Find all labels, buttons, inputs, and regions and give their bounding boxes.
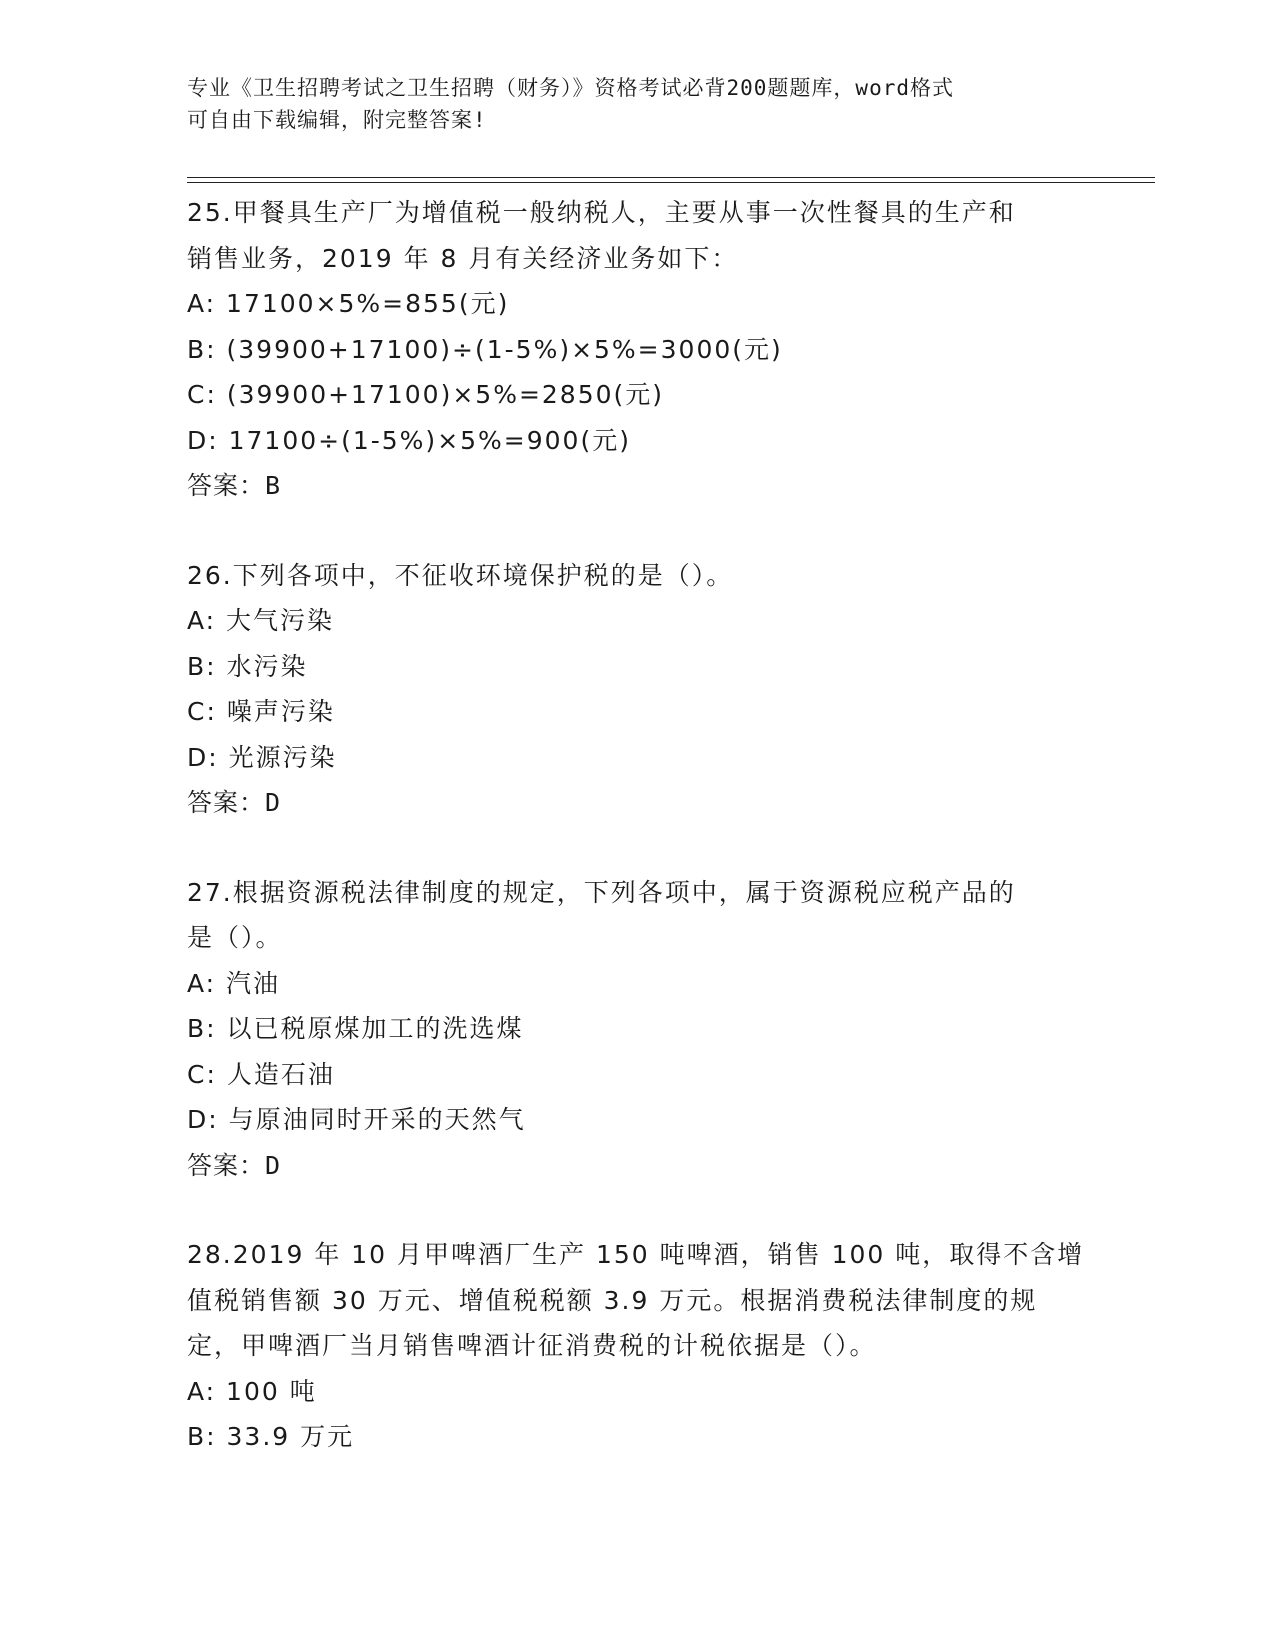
question-stem: 25.甲餐具生产厂为增值税一般纳税人，主要从事一次性餐具的生产和 [187, 198, 1016, 227]
question-stem: 26.下列各项中，不征收环境保护税的是（）。 [187, 560, 734, 590]
option-a: A: 17100×5%=855(元) [187, 289, 510, 318]
question-stem: 是（）。 [187, 923, 283, 952]
option-d: D: 17100÷(1-5%)×5%=900(元) [187, 425, 631, 455]
question-28 [187, 1232, 1087, 1460]
header-line-2: 可自由下载编辑，附完整答案! [187, 108, 487, 132]
option-b: B: 以已税原煤加工的洗选煤 [187, 1014, 524, 1043]
option-c: C: (39900+17100)×5%=2850(元) [187, 380, 665, 409]
question-stem: 值税销售额 30 万元、增值税税额 3.9 万元。根据消费税法律制度的规 [187, 1285, 1038, 1315]
question-stem: 28.2019 年 10 月甲啤酒厂生产 150 吨啤酒，销售 100 吨，取得不含增 [187, 1240, 1085, 1269]
option-c: C: 人造石油 [187, 1059, 335, 1089]
option-c: C: 噪声污染 [187, 697, 335, 726]
question-stem: 定，甲啤酒厂当月销售啤酒计征消费税的计税依据是（）。 [187, 1331, 877, 1360]
question-27 [187, 870, 1087, 1189]
option-d: D: 光源污染 [187, 742, 337, 772]
question-25 [187, 190, 1087, 509]
question-26 [187, 553, 1087, 826]
question-stem: 27.根据资源税法律制度的规定，下列各项中，属于资源税应税产品的 [187, 877, 1016, 907]
option-b: B: 水污染 [187, 651, 308, 681]
question-list [187, 190, 1087, 1504]
header-divider-bottom [187, 182, 1155, 183]
question-stem: 销售业务，2019 年 8 月有关经济业务如下： [187, 243, 739, 273]
option-b: B: 33.9 万元 [187, 1422, 355, 1451]
option-b: B: (39900+17100)÷(1-5%)×5%=3000(元) [187, 334, 783, 364]
option-a: A: 汽油 [187, 968, 281, 998]
option-d: D: 与原油同时开采的天然气 [187, 1105, 526, 1134]
option-a: A: 100 吨 [187, 1376, 317, 1406]
header-divider-top [187, 177, 1155, 178]
option-a: A: 大气污染 [187, 606, 335, 635]
answer: 答案：D [187, 1150, 282, 1180]
answer: 答案：B [187, 471, 282, 500]
document-header [187, 72, 1087, 136]
answer: 答案：D [187, 788, 282, 817]
header-line-1: 专业《卫生招聘考试之卫生招聘（财务）》资格考试必背200题题库，word格式 [187, 76, 954, 100]
